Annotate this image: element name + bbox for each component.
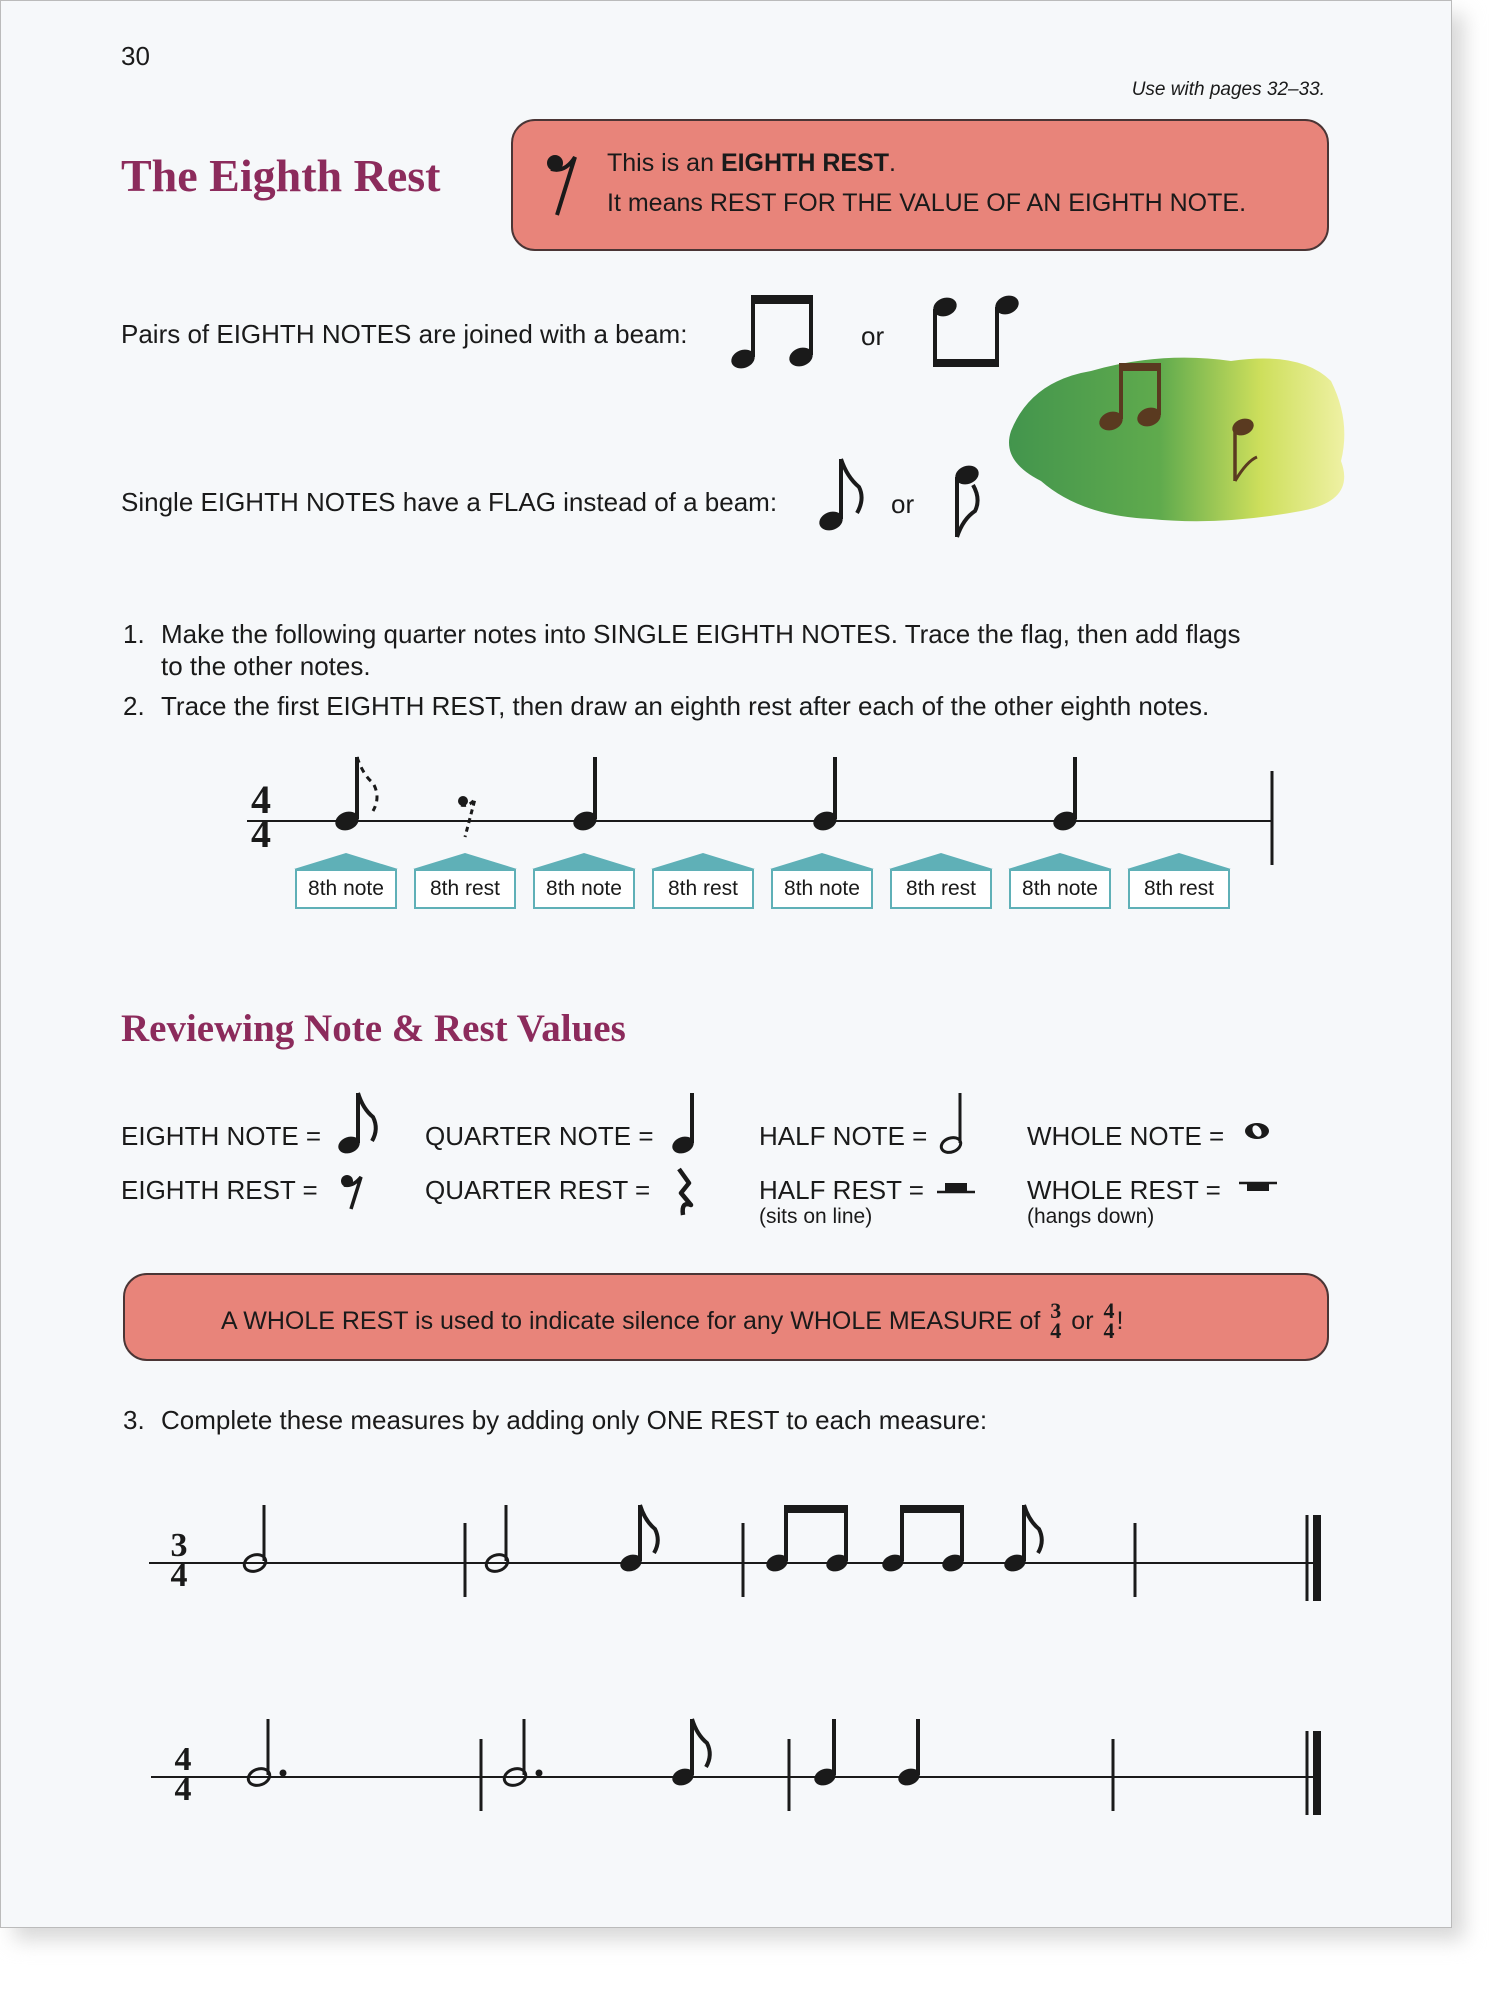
whole-rest-label: WHOLE REST =: [1027, 1175, 1221, 1205]
eighth-rest-label: EIGHTH REST =: [121, 1175, 318, 1205]
banner2-exclaim: !: [1116, 1306, 1124, 1335]
eighth-note-flag-down-icon: [953, 461, 993, 541]
instruction-2-number: 2.: [123, 691, 145, 721]
beamed-eighth-notes-stems-up-icon: [729, 291, 819, 371]
label-roof-icon: [651, 853, 755, 869]
half-rest-label: HALF REST =: [759, 1175, 924, 1205]
watercolor-notes-decoration: [1001, 341, 1361, 541]
eighth-rest-info-banner: [511, 119, 1329, 251]
banner2-fraction-4-4: 4 4: [1103, 1298, 1115, 1343]
staff1-label-box: 8th note: [295, 869, 397, 909]
staff-b-time-signature: 4 4: [174, 1741, 192, 1808]
staff1-label-box: 8th note: [533, 869, 635, 909]
whole-rest-icon: [1239, 1181, 1279, 1195]
banner-line-1: This is an EIGHTH REST.: [607, 149, 896, 177]
use-with-note: Use with pages 32–33.: [1131, 79, 1325, 100]
staff1-label-box: 8th rest: [652, 869, 754, 909]
staff-b-single-line: [151, 1717, 1351, 1847]
staff1-label-box: 8th rest: [1128, 869, 1230, 909]
quarter-note-icon: [671, 1091, 701, 1157]
staff1-time-signature: 4 4: [251, 777, 271, 856]
banner2-fraction-3-4: 3 4: [1050, 1298, 1062, 1343]
instruction-1-line-2: to the other notes.: [161, 651, 371, 681]
staff1-label-box: 8th rest: [414, 869, 516, 909]
whole-rest-note: (hangs down): [1027, 1205, 1155, 1228]
banner2-text: A WHOLE REST is used to indicate silence for any WHOLE MEASURE of: [221, 1306, 1041, 1335]
page-number: 30: [121, 41, 150, 71]
banner-line-2: It means REST FOR THE VALUE OF AN EIGHTH NOTE.: [607, 189, 1247, 217]
staff1-label-box: 8th note: [771, 869, 873, 909]
label-roof-icon: [889, 853, 993, 869]
quarter-rest-icon: [673, 1167, 697, 1219]
exercise3-text: Complete these measures by adding only ONE REST to each measure:: [161, 1405, 988, 1435]
label-roof-icon: [532, 853, 636, 869]
staff-a-time-signature: 3 4: [170, 1527, 188, 1594]
or-text-2: or: [891, 489, 915, 519]
staff1-label-box: 8th rest: [890, 869, 992, 909]
eighth-rest-small-icon: [339, 1173, 369, 1213]
label-roof-icon: [1008, 853, 1112, 869]
or-text-1: or: [861, 321, 885, 351]
whole-rest-info-banner: [123, 1273, 1329, 1361]
exercise3-number: 3.: [123, 1405, 145, 1435]
eighth-note-icon: [337, 1091, 383, 1157]
section-title-eighth-rest: The Eighth Rest: [121, 150, 441, 201]
label-roof-icon: [770, 853, 874, 869]
instruction-1-line-1: Make the following quarter notes into SINGLE EIGHTH NOTES. Trace the flag, then add flags: [161, 619, 1241, 649]
instruction-1-number: 1.: [123, 619, 145, 649]
label-roof-icon: [294, 853, 398, 869]
label-roof-icon: [413, 853, 517, 869]
quarter-note-label: QUARTER NOTE =: [425, 1121, 654, 1151]
staff-a-single-line: [149, 1501, 1349, 1631]
instruction-2-text: Trace the first EIGHTH REST, then draw an eighth rest after each of the other eighth notes.: [161, 691, 1210, 721]
whole-note-label: WHOLE NOTE =: [1027, 1121, 1225, 1151]
half-rest-icon: [937, 1183, 977, 1197]
quarter-rest-label: QUARTER REST =: [425, 1175, 651, 1205]
banner2-or: or: [1071, 1306, 1094, 1335]
half-rest-note: (sits on line): [759, 1205, 873, 1228]
single-eighth-notes-text: Single EIGHTH NOTES have a FLAG instead of a beam:: [121, 487, 778, 517]
section-title-reviewing: Reviewing Note & Rest Values: [121, 1007, 626, 1050]
half-note-label: HALF NOTE =: [759, 1121, 928, 1151]
staff1-label-box: 8th note: [1009, 869, 1111, 909]
half-note-icon: [939, 1091, 969, 1157]
whole-note-icon: [1243, 1121, 1273, 1141]
eighth-note-label: EIGHTH NOTE =: [121, 1121, 322, 1151]
pairs-eighth-notes-text: Pairs of EIGHTH NOTES are joined with a beam:: [121, 319, 688, 349]
eighth-rest-icon: [543, 149, 583, 219]
banner2-text-row: [221, 1298, 1124, 1343]
label-roof-icon: [1127, 853, 1231, 869]
eighth-note-flag-up-icon: [817, 457, 867, 537]
